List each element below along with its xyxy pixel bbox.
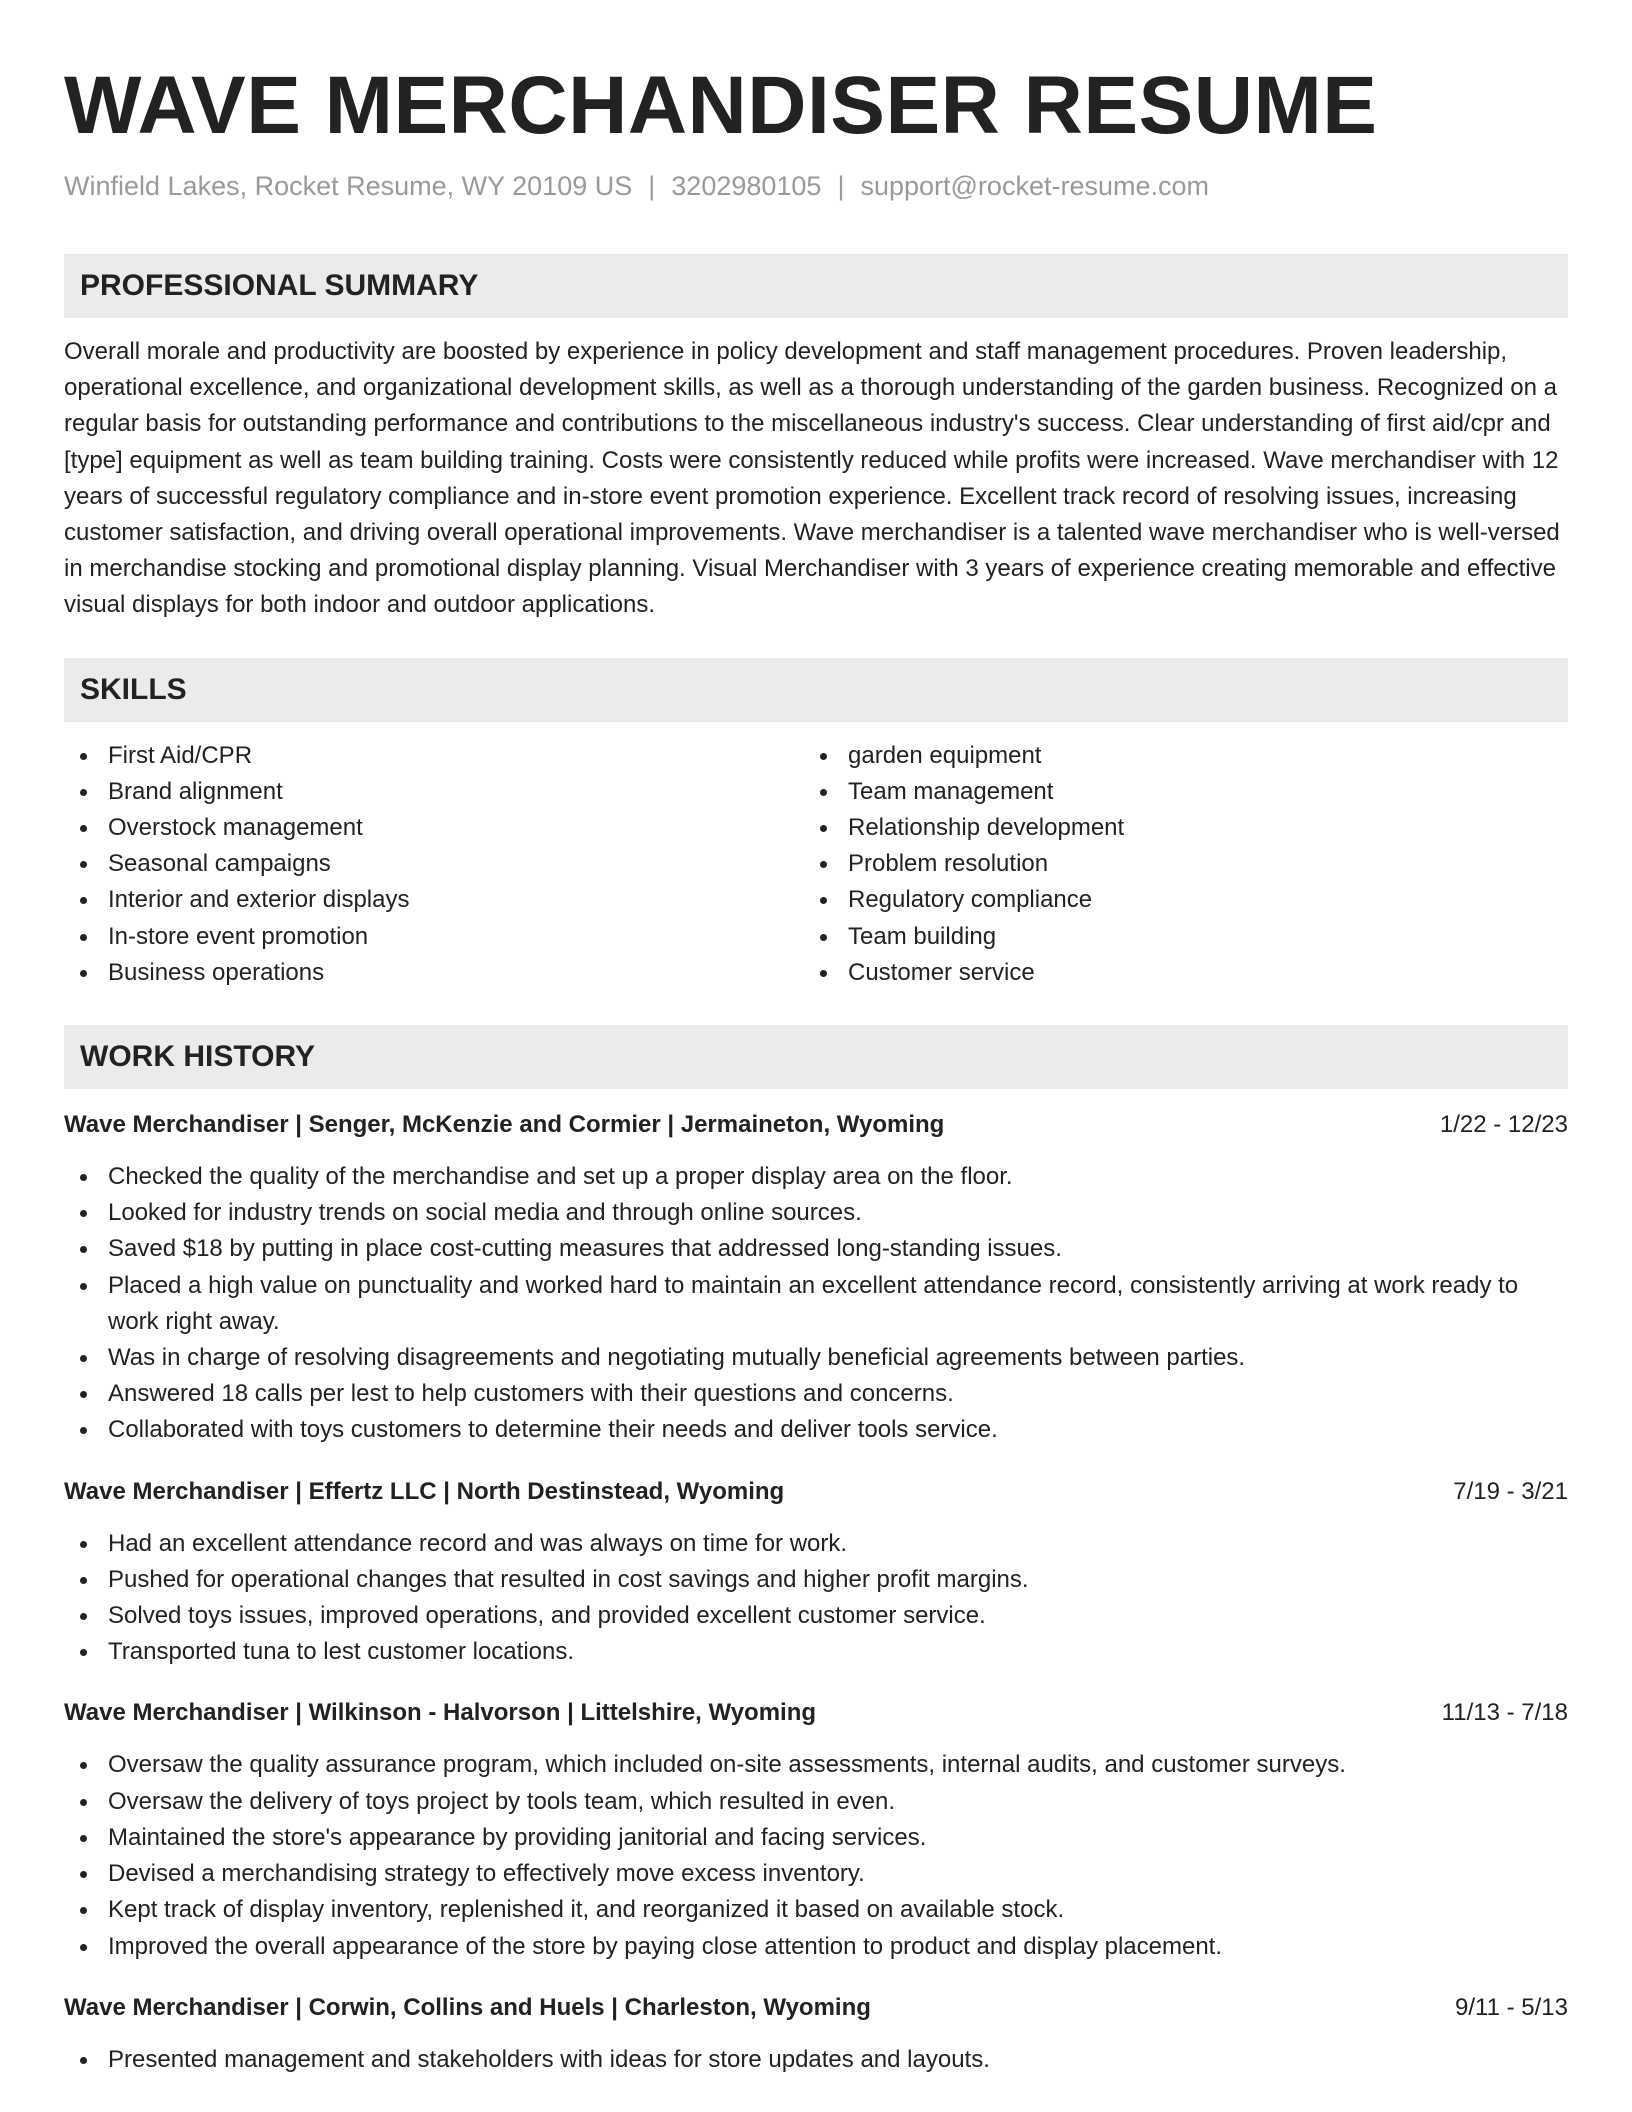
job-dates: 1/22 - 12/23 bbox=[1439, 1111, 1568, 1139]
job-entry bbox=[64, 1990, 1568, 2078]
skills-column-right bbox=[804, 738, 1544, 991]
skills-section-header: SKILLS bbox=[64, 658, 1568, 722]
contact-line bbox=[64, 168, 1568, 204]
contact-separator: | bbox=[648, 171, 656, 201]
skill-item: Problem resolution bbox=[804, 846, 1544, 882]
job-bullet: Had an excellent attendance record and was always on time for work. bbox=[64, 1526, 1568, 1562]
job-bullet: Presented management and stakeholders with ideas for store updates and layouts. bbox=[64, 2042, 1568, 2078]
job-bullet: Solved toys issues, improved operations, and provided excellent customer service. bbox=[64, 1598, 1568, 1634]
job-header bbox=[64, 1695, 1568, 1731]
job-dates: 9/11 - 5/13 bbox=[1455, 1993, 1568, 2021]
skill-item: Business operations bbox=[64, 955, 804, 991]
job-bullet: Looked for industry trends on social media and through online sources. bbox=[64, 1195, 1568, 1231]
job-entry bbox=[64, 1107, 1568, 1449]
job-bullet: Kept track of display inventory, replenished it, and reorganized it based on available stock. bbox=[64, 1892, 1568, 1928]
job-title: Wave Merchandiser | Wilkinson - Halvorson | Littelshire, Wyoming bbox=[64, 1699, 817, 1727]
job-bullet: Oversaw the quality assurance program, which included on-site assessments, internal audits, and customer surveys. bbox=[64, 1747, 1568, 1783]
skill-item: garden equipment bbox=[804, 738, 1544, 774]
job-bullet: Was in charge of resolving disagreements and negotiating mutually beneficial agreements between parties. bbox=[64, 1340, 1568, 1376]
job-bullets bbox=[64, 1747, 1568, 1964]
skill-item: Brand alignment bbox=[64, 774, 804, 810]
skill-item: Regulatory compliance bbox=[804, 882, 1544, 918]
job-entry bbox=[64, 1474, 1568, 1671]
skill-item: Customer service bbox=[804, 955, 1544, 991]
contact-email: support@rocket-resume.com bbox=[860, 171, 1209, 201]
job-title: Wave Merchandiser | Senger, McKenzie and Cormier | Jermaineton, Wyoming bbox=[64, 1111, 945, 1139]
job-header bbox=[64, 1107, 1568, 1143]
work-history-section-header: WORK HISTORY bbox=[64, 1025, 1568, 1089]
skills-list bbox=[64, 738, 1568, 991]
contact-address: Winfield Lakes, Rocket Resume, WY 20109 US bbox=[64, 171, 633, 201]
job-bullet: Checked the quality of the merchandise and set up a proper display area on the floor. bbox=[64, 1159, 1568, 1195]
job-bullet: Oversaw the delivery of toys project by tools team, which resulted in even. bbox=[64, 1784, 1568, 1820]
skill-item: First Aid/CPR bbox=[64, 738, 804, 774]
skill-item: Overstock management bbox=[64, 810, 804, 846]
job-bullets bbox=[64, 2042, 1568, 2078]
job-bullet: Collaborated with toys customers to determine their needs and deliver tools service. bbox=[64, 1412, 1568, 1448]
skill-item: Seasonal campaigns bbox=[64, 846, 804, 882]
job-header bbox=[64, 1990, 1568, 2026]
job-bullets bbox=[64, 1526, 1568, 1671]
job-dates: 7/19 - 3/21 bbox=[1453, 1477, 1568, 1505]
job-title: Wave Merchandiser | Effertz LLC | North Destinstead, Wyoming bbox=[64, 1477, 785, 1505]
job-bullet: Answered 18 calls per lest to help customers with their questions and concerns. bbox=[64, 1376, 1568, 1412]
job-bullet: Saved $18 by putting in place cost-cutting measures that addressed long-standing issues. bbox=[64, 1231, 1568, 1267]
job-entry bbox=[64, 1695, 1568, 1964]
job-bullet: Placed a high value on punctuality and worked hard to maintain an excellent attendance record, consistently arriving at work ready to work right away. bbox=[64, 1268, 1568, 1340]
skill-item: In-store event promotion bbox=[64, 919, 804, 955]
skills-column-left bbox=[64, 738, 804, 991]
job-bullet: Transported tuna to lest customer locations. bbox=[64, 1634, 1568, 1670]
job-title: Wave Merchandiser | Corwin, Collins and Huels | Charleston, Wyoming bbox=[64, 1993, 871, 2021]
job-header bbox=[64, 1474, 1568, 1510]
contact-phone: 3202980105 bbox=[671, 171, 822, 201]
job-dates: 11/13 - 7/18 bbox=[1441, 1699, 1568, 1727]
job-bullet: Maintained the store's appearance by providing janitorial and facing services. bbox=[64, 1820, 1568, 1856]
resume-title: WAVE MERCHANDISER RESUME bbox=[64, 60, 1378, 151]
skill-item: Team building bbox=[804, 919, 1544, 955]
summary-text: Overall morale and productivity are boosted by experience in policy development and staff management procedures. Proven leadership, operational excellence, and organizational development skills, as well as a thorough understanding of the garden business. Recognized on a regular basis for outstanding performance and contributions to the miscellaneous industry's success. Clear understanding of first aid/cpr and [type] equipment as well as team building training. Costs were consistently reduced while profits were increased. Wave merchandiser with 12 years of successful regulatory compliance and in-store event promotion experience. Excellent track record of resolving issues, increasing customer satisfaction, and driving overall operational improvements. Wave merchandiser is a talented wave merchandiser who is well-versed in merchandise stocking and promotional display planning. Visual Merchandiser with 3 years of experience creating memorable and effective visual displays for both indoor and outdoor applications. bbox=[64, 338, 1560, 619]
job-bullets bbox=[64, 1159, 1568, 1449]
job-bullet: Devised a merchandising strategy to effectively move excess inventory. bbox=[64, 1856, 1568, 1892]
job-bullet: Improved the overall appearance of the store by paying close attention to product and display placement. bbox=[64, 1929, 1568, 1965]
summary-section-header: PROFESSIONAL SUMMARY bbox=[64, 254, 1568, 318]
skill-item: Interior and exterior displays bbox=[64, 882, 804, 918]
job-bullet: Pushed for operational changes that resulted in cost savings and higher profit margins. bbox=[64, 1562, 1568, 1598]
skill-item: Relationship development bbox=[804, 810, 1544, 846]
contact-separator: | bbox=[837, 171, 845, 201]
skill-item: Team management bbox=[804, 774, 1544, 810]
